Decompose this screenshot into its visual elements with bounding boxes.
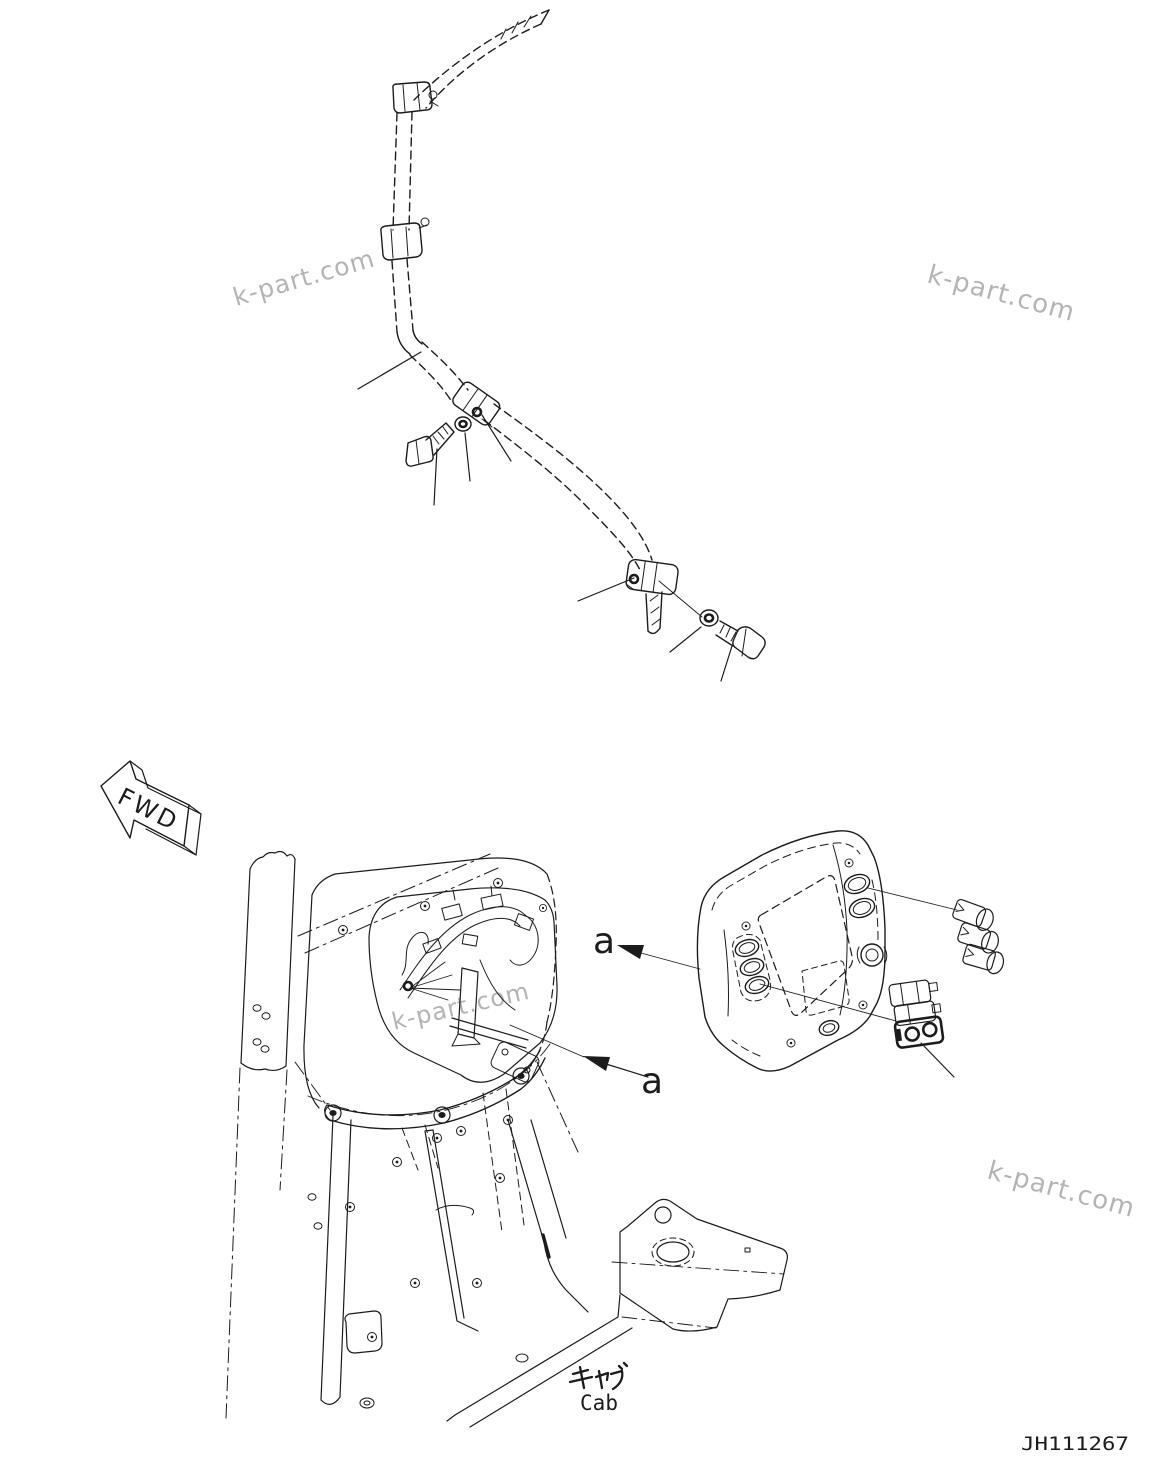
tube-leader-lines	[358, 352, 732, 681]
monitor-buzzer	[817, 1018, 840, 1037]
watermark-bottom-right: k-part.com	[984, 1155, 1139, 1224]
callout-a-upper	[593, 921, 700, 969]
monitor-buttons-right	[842, 871, 878, 921]
connector-group-lower	[760, 978, 954, 1077]
monitor-knob	[857, 944, 887, 966]
callout-a-upper-label: a	[592, 921, 616, 962]
connector-group-upper	[868, 888, 1006, 976]
tube-clamp-2	[381, 218, 429, 260]
washer-low	[700, 610, 718, 626]
fwd-label: FWD	[113, 782, 184, 837]
monitor-bezel	[697, 831, 885, 1071]
callout-a-lower-arrowhead	[583, 1056, 610, 1071]
washer-mid	[455, 417, 471, 431]
drawing-number: JH111267	[1021, 1433, 1129, 1455]
tube-end	[646, 592, 662, 633]
monitor-buttons-left	[733, 934, 771, 1001]
bolt-mid	[406, 423, 454, 466]
cab-label-jp	[570, 1363, 627, 1389]
tube-clamp-4	[625, 559, 679, 596]
callout-a-upper-arrowhead	[617, 945, 644, 959]
floor-bracket	[612, 1199, 787, 1331]
watermark-top-left: k-part.com	[229, 243, 379, 312]
watermark-center: k-part.com	[389, 976, 533, 1036]
fwd-arrow	[101, 761, 201, 855]
callout-a-lower	[510, 1025, 663, 1102]
tube-assembly	[358, 10, 765, 681]
cab-pillar	[226, 852, 330, 1418]
cab-assembly	[226, 852, 787, 1427]
monitor-panel	[697, 831, 886, 1071]
bolt-low	[716, 621, 765, 659]
cab-label	[570, 1363, 627, 1415]
monitor-screen	[758, 876, 852, 1016]
connector-dark	[894, 1016, 943, 1048]
callout-a-lower-label: a	[640, 1061, 664, 1102]
tube-clamp-1	[393, 82, 438, 113]
watermark-top-right: k-part.com	[924, 259, 1079, 328]
watermarks	[230, 244, 1139, 1224]
cab-label-en: Cab	[580, 1391, 618, 1415]
clamp-3-screw	[473, 408, 481, 416]
